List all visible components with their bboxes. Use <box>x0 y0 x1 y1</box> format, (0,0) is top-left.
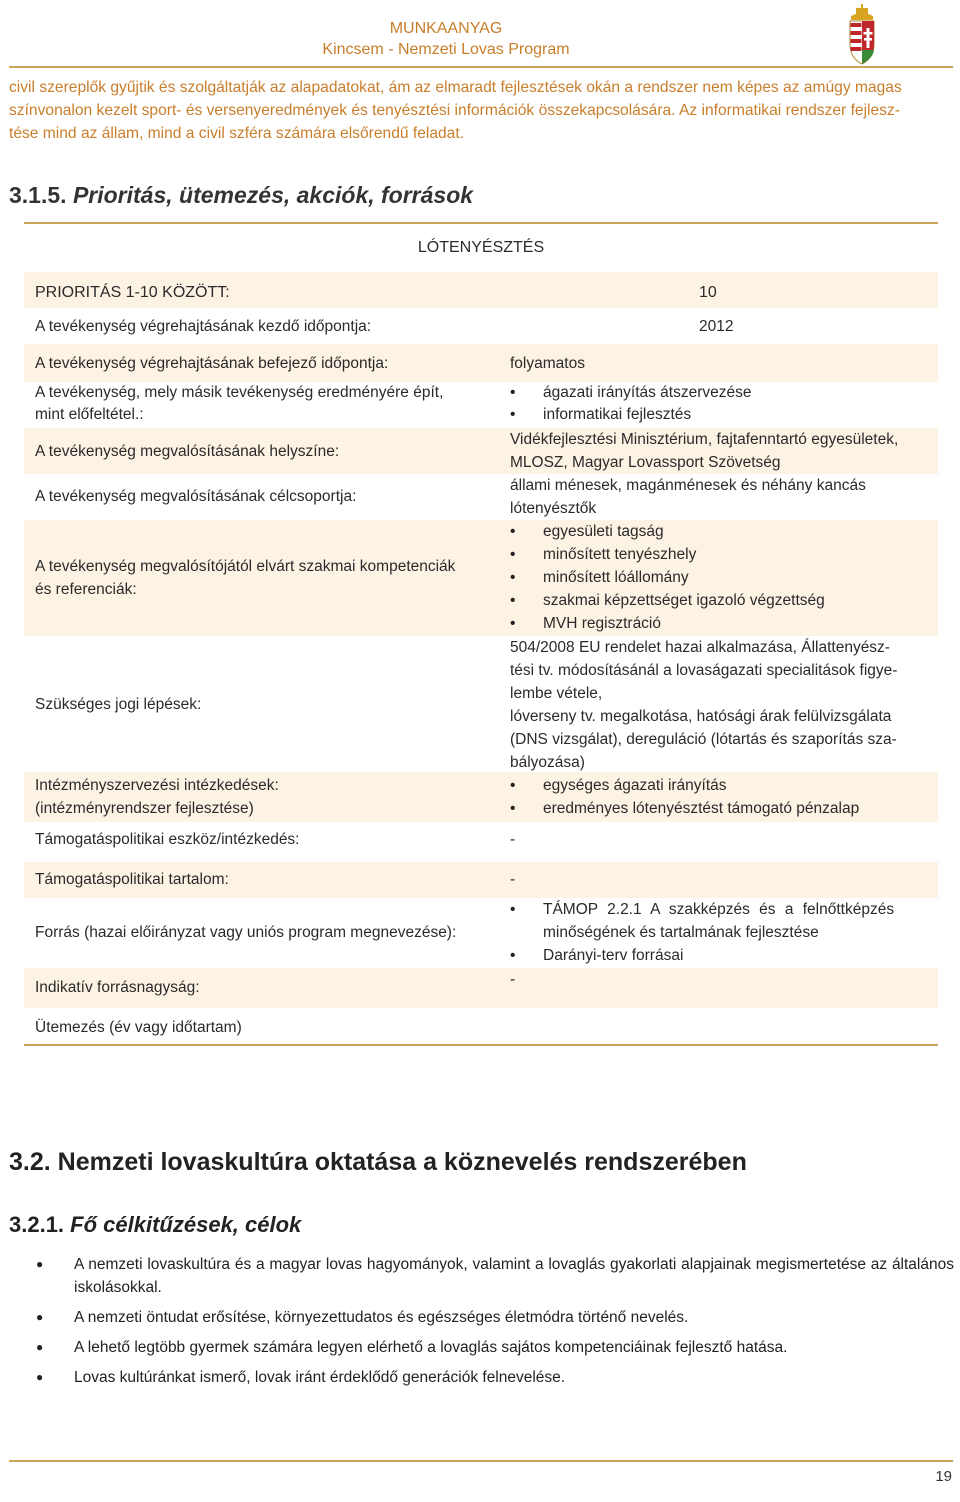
table-row-support-tool <box>24 822 938 862</box>
support-tool-value: - <box>510 831 516 848</box>
coat-of-arms-icon <box>844 4 880 66</box>
list-item: • MVH regisztráció <box>510 612 825 635</box>
intro-line: színvonalon kezelt sport- és versenyeredmények és tenyésztési információk összekapcsolására. Az informatikai rendszer fejlesz- <box>9 102 900 119</box>
list-item: • minősített lóállomány <box>510 566 825 589</box>
end-value: folyamatos <box>510 355 585 372</box>
table-row-support-content <box>24 862 938 898</box>
legal-label: Szükséges jogi lépések: <box>35 696 202 713</box>
support-content-value: - <box>510 871 516 888</box>
inst-label: (intézményrendszer fejlesztése) <box>35 800 254 817</box>
section-heading-3-2-1 <box>9 1212 301 1238</box>
competence-label: A tevékenység megvalósítójától elvárt szakmai kompetenciák <box>35 558 456 575</box>
list-item: • minősített tenyészhely <box>510 543 825 566</box>
table-row-prereq <box>24 382 938 428</box>
legal-line: tési tv. módosításánál a lovaságazati specialitások figye- <box>510 662 898 679</box>
support-tool-label: Támogatáspolitikai eszköz/intézkedés: <box>35 831 300 848</box>
support-content-label: Támogatáspolitikai tartalom: <box>35 871 229 888</box>
source-item-line: • TÁMOP 2.2.1 A szakképzés és a felnőttképzés <box>543 901 895 918</box>
list-item: • ágazati irányítás átszervezése <box>510 382 752 404</box>
goal-item: ● Lovas kultúránkat ismerő, lovak iránt érdeklődő generációk felnevelése. <box>44 1366 954 1389</box>
table-row-target <box>24 474 938 520</box>
schedule-label: Ütemezés (év vagy időtartam) <box>35 1019 242 1036</box>
section-heading-3-2 <box>9 1148 747 1177</box>
goal-item: ● A nemzeti öntudat erősítése, környezettudatos és egészséges életmódra történő nevelés. <box>44 1306 954 1329</box>
list-item: • egyesületi tagság <box>510 520 825 543</box>
table-row-source <box>24 898 938 968</box>
inst-list <box>510 774 859 820</box>
place-value: Vidékfejlesztési Minisztérium, fajtafenntartó egyesületek, <box>510 431 899 448</box>
priority-label: PRIORITÁS 1-10 KÖZÖTT: <box>35 284 230 301</box>
legal-line: 504/2008 EU rendelet hazai alkalmazása, Állattenyész- <box>510 639 890 656</box>
competence-label: és referenciák: <box>35 581 137 598</box>
source-list <box>510 898 928 967</box>
inst-label: Intézményszervezési intézkedések: <box>35 777 279 794</box>
table-row-priority <box>24 272 938 308</box>
prereq-list <box>510 382 752 426</box>
table-top-rule <box>24 222 938 224</box>
table-row-competence <box>24 520 938 636</box>
table-row-end <box>24 344 938 382</box>
legal-line: (DNS vizsgálat), dereguláció (lótartás és szaporítás sza- <box>510 731 897 748</box>
legal-line: lembe vétele, <box>510 685 603 702</box>
table-row-amount <box>24 968 938 1008</box>
table-row-institution <box>24 772 938 822</box>
table-bottom-rule <box>24 1044 938 1046</box>
table-row-place <box>24 428 938 474</box>
list-item: • Darányi-terv forrásai <box>510 944 928 967</box>
target-label: A tevékenység megvalósításának célcsoportja: <box>35 488 357 505</box>
header-title: MUNKAANYAG <box>389 20 503 37</box>
page-number: 19 <box>935 1468 952 1485</box>
target-value: állami ménesek, magánménesek és néhány kancás <box>510 477 866 494</box>
prereq-label: A tevékenység, mely másik tevékenység eredményére épít, <box>35 384 444 401</box>
amount-label: Indikatív forrásnagyság: <box>35 979 200 996</box>
list-item: • szakmai képzettséget igazoló végzettség <box>510 589 825 612</box>
section-title: Nemzeti lovaskultúra oktatása a köznevelés rendszerében <box>57 1148 747 1176</box>
footer-rule <box>9 1460 953 1462</box>
table-row-legal <box>24 636 938 772</box>
section-number: 3.1.5. <box>9 182 67 208</box>
start-label: A tevékenység végrehajtásának kezdő időpontja: <box>35 318 372 335</box>
section-title: Fő célkitűzések, célok <box>70 1212 302 1237</box>
intro-paragraph <box>9 76 953 145</box>
target-value: lótenyésztők <box>510 500 597 517</box>
section-title: Prioritás, ütemezés, akciók, források <box>72 182 474 208</box>
legal-line: lóverseny tv. megalkotása, hatósági árak felülvizsgálata <box>510 708 892 725</box>
intro-line: tése mind az állam, mind a civil szféra számára elsőrendű feladat. <box>9 125 465 142</box>
list-item <box>510 898 928 944</box>
table-row-start <box>24 310 938 344</box>
source-label: Forrás (hazai előirányzat vagy uniós program megnevezése): <box>35 924 457 941</box>
section-heading-3-1-5 <box>9 182 473 209</box>
priority-value: 10 <box>699 284 717 301</box>
page-header <box>0 0 960 66</box>
place-value: MLOSZ, Magyar Lovassport Szövetség <box>510 454 781 471</box>
header-subtitle: Kincsem - Nemzeti Lovas Program <box>322 41 570 58</box>
goal-item: ● A lehető legtöbb gyermek számára legyen elérhető a lovaglás sajátos kompetenciáinak fejlesztő hatása. <box>44 1336 954 1359</box>
intro-line: civil szereplők gyűjtik és szolgáltatják az alapadatokat, ám az elmaradt fejlesztések okán a rendszer nem képes az amúgy magas <box>9 79 902 96</box>
goal-item: ● A nemzeti lovaskultúra és a magyar lovas hagyományok, valamint a lovaglás gyakorlati alapjainak megismertetése az általános iskolásokkal. <box>44 1253 954 1299</box>
place-label: A tevékenység megvalósításának helyszíne: <box>35 443 340 460</box>
source-item-line: minőségének és tartalmának fejlesztése <box>543 924 819 941</box>
section-number: 3.2. <box>9 1148 51 1176</box>
prereq-label: mint előfeltétel.: <box>35 406 144 423</box>
header-rule <box>9 66 953 68</box>
list-item: • informatikai fejlesztés <box>510 404 752 426</box>
list-item: • egységes ágazati irányítás <box>510 774 859 797</box>
table-title: LÓTENYÉSZTÉS <box>417 239 545 256</box>
legal-line: bályozása) <box>510 754 585 771</box>
amount-value: - <box>510 971 516 988</box>
list-item: • eredményes lótenyésztést támogató pénzalap <box>510 797 859 820</box>
end-label: A tevékenység végrehajtásának befejező időpontja: <box>35 355 389 372</box>
start-value: 2012 <box>699 318 734 335</box>
section-number: 3.2.1. <box>9 1212 65 1237</box>
goals-list <box>44 1253 954 1396</box>
competence-list <box>510 520 825 635</box>
table-row-schedule <box>24 1008 938 1044</box>
